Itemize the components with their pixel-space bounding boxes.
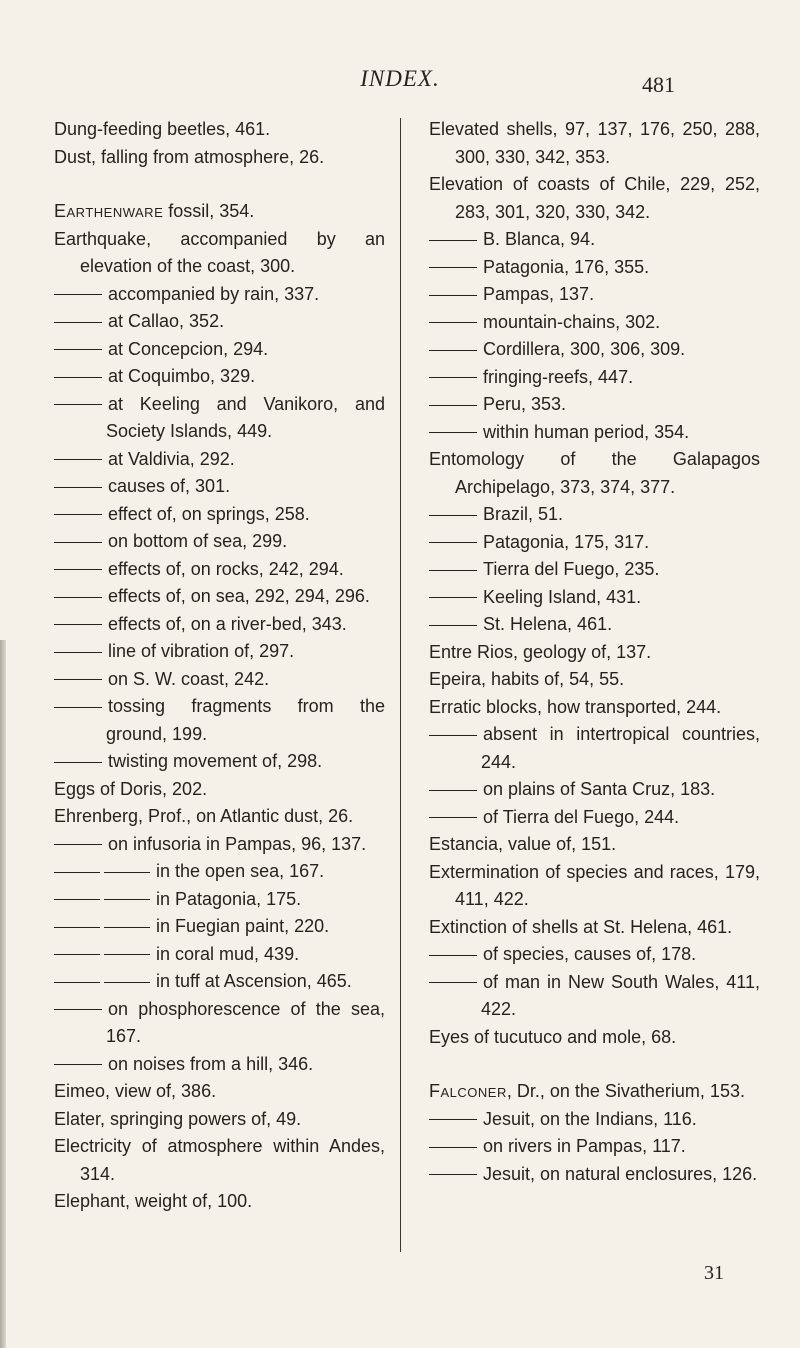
index-entry	[54, 144, 385, 172]
entry-text: effects of, on rocks, 242, 294.	[108, 558, 344, 579]
ditto-dash	[429, 322, 477, 323]
index-subentry	[429, 1106, 760, 1134]
index-entry	[54, 1078, 385, 1106]
entry-text: of species, causes of, 178.	[483, 944, 697, 964]
entry-text: at Concepcion, 294.	[108, 338, 269, 359]
entry-text: Eggs of Doris, 202.	[54, 778, 208, 799]
entry-text: twisting movement of, 298.	[108, 751, 323, 771]
index-subentry	[429, 804, 760, 832]
ditto-dash	[429, 267, 477, 268]
entry-text: Jesuit, on natural enclosures, 126.	[483, 1163, 758, 1184]
entry-text: on noises from a hill, 346.	[108, 1053, 314, 1074]
index-subentry	[54, 858, 385, 886]
ditto-dash	[54, 597, 102, 598]
entry-text: Earthquake, accompanied by an elevation of the coast, 300.	[54, 228, 385, 276]
index-subentry	[54, 941, 385, 969]
entry-text: on S. W. coast, 242.	[108, 668, 270, 689]
index-subentry	[54, 968, 385, 996]
index-subentry	[54, 501, 385, 529]
entry-text: Extinction of shells at St. Helena, 461.	[429, 916, 733, 937]
entry-text: Pampas, 137.	[483, 284, 595, 304]
entry-text: Entre Rios, geology of, 137.	[429, 641, 652, 662]
index-entry	[429, 446, 760, 501]
ditto-dash	[429, 817, 477, 818]
index-entry	[429, 831, 760, 859]
ditto-dash	[54, 762, 102, 763]
double-ditto-dash	[54, 872, 150, 873]
ditto-dash	[429, 1119, 477, 1120]
ditto-dash	[54, 1009, 102, 1010]
entry-text: at Valdivia, 292.	[108, 448, 235, 469]
ditto-dash	[54, 1064, 102, 1065]
index-subentry	[429, 584, 760, 612]
book-binding-edge	[0, 640, 6, 1348]
entry-text: Elevated shells, 97, 137, 176, 250, 288, 300, 330, 342, 353.	[429, 119, 760, 167]
entry-text: Patagonia, 176, 355.	[483, 256, 650, 277]
entry-text: Extermination of species and races, 179, 411, 422.	[429, 861, 760, 909]
entry-text: mountain-chains, 302.	[483, 311, 661, 332]
index-entry	[429, 914, 760, 942]
index-subentry	[54, 308, 385, 336]
entry-text: Keeling Island, 431.	[483, 586, 642, 607]
ditto-dash	[54, 514, 102, 515]
running-title: INDEX.	[360, 66, 440, 91]
entry-text: Patagonia, 175, 317.	[483, 531, 650, 552]
entry-text: fringing-reefs, 447.	[483, 366, 634, 387]
entry-text: Electricity of atmosphere within Andes, 314.	[54, 1136, 385, 1184]
ditto-dash	[54, 322, 102, 323]
column-divider	[400, 118, 401, 1252]
index-subentry	[429, 336, 760, 364]
entry-text: fossil, 354.	[163, 201, 255, 221]
index-entry	[429, 639, 760, 667]
entry-text: Peru, 353.	[483, 394, 567, 414]
index-entry	[429, 1078, 760, 1106]
entry-text: Ehrenberg, Prof., on Atlantic dust, 26.	[54, 806, 354, 826]
entry-text: in Patagonia, 175.	[156, 888, 302, 909]
index-subentry	[429, 281, 760, 309]
ditto-dash	[54, 844, 102, 845]
ditto-dash	[54, 542, 102, 543]
ditto-dash	[429, 432, 477, 433]
entry-text: Brazil, 51.	[483, 504, 564, 524]
index-entry	[429, 1024, 760, 1052]
index-subentry	[54, 638, 385, 666]
signature-mark: 31	[704, 1262, 724, 1284]
entry-text: Eimeo, view of, 386.	[54, 1081, 217, 1101]
ditto-dash	[429, 295, 477, 296]
index-subentry	[429, 419, 760, 447]
entry-text: Elephant, weight of, 100.	[54, 1191, 253, 1211]
index-subentry	[54, 391, 385, 446]
entry-text: in the open sea, 167.	[156, 861, 325, 881]
entry-text: line of vibration of, 297.	[108, 641, 295, 661]
ditto-dash	[54, 377, 102, 378]
index-subentry	[429, 364, 760, 392]
entry-text: on rivers in Pampas, 117.	[483, 1136, 686, 1156]
entry-text: Estancia, value of, 151.	[429, 834, 617, 854]
entry-text: Elevation of coasts of Chile, 229, 252, 283, 301, 320, 330, 342.	[429, 174, 760, 222]
ditto-dash	[54, 404, 102, 405]
ditto-dash	[429, 597, 477, 598]
section-gap	[429, 1051, 760, 1078]
index-subentry	[429, 776, 760, 804]
index-subentry	[54, 748, 385, 776]
double-ditto-dash	[54, 954, 150, 955]
index-entry	[54, 116, 385, 144]
index-entry	[54, 1188, 385, 1216]
entry-text: at Keeling and Vanikoro, and Society Islands, 449.	[106, 393, 385, 441]
index-entry	[54, 198, 385, 226]
double-ditto-dash	[54, 899, 150, 900]
entry-text: effects of, on a river-bed, 343.	[108, 613, 347, 634]
index-subentry	[429, 611, 760, 639]
index-entry	[429, 859, 760, 914]
index-subentry	[54, 831, 385, 859]
index-subentry	[54, 528, 385, 556]
entry-text: in coral mud, 439.	[156, 943, 300, 964]
ditto-dash	[54, 679, 102, 680]
index-subentry	[429, 254, 760, 282]
ditto-dash	[429, 240, 477, 241]
entry-text: effects of, on sea, 292, 294, 296.	[108, 586, 370, 606]
entry-text: Eyes of tucutuco and mole, 68.	[429, 1026, 677, 1047]
section-gap	[54, 171, 385, 198]
index-subentry	[54, 446, 385, 474]
entry-text: Tierra del Fuego, 235.	[483, 559, 660, 579]
index-entry	[54, 226, 385, 281]
entry-text: Dung-feeding beetles, 461.	[54, 119, 271, 139]
ditto-dash	[429, 405, 477, 406]
index-subentry	[54, 1051, 385, 1079]
entry-text: Elater, springing powers of, 49.	[54, 1108, 302, 1129]
ditto-dash	[54, 294, 102, 295]
page-number: 481	[642, 72, 675, 97]
entry-text: St. Helena, 461.	[483, 614, 613, 634]
entry-text: on plains of Santa Cruz, 183.	[483, 779, 716, 799]
ditto-dash	[54, 349, 102, 350]
ditto-dash	[429, 625, 477, 626]
ditto-dash	[429, 542, 477, 543]
index-subentry	[54, 666, 385, 694]
ditto-dash	[429, 515, 477, 516]
ditto-dash	[54, 624, 102, 625]
index-entry	[54, 1133, 385, 1188]
index-subentry	[54, 693, 385, 748]
index-subentry	[54, 556, 385, 584]
ditto-dash	[429, 790, 477, 791]
entry-text: at Coquimbo, 329.	[108, 366, 256, 386]
ditto-dash	[54, 707, 102, 708]
ditto-dash	[429, 1174, 477, 1175]
index-entry	[54, 1106, 385, 1134]
ditto-dash	[429, 735, 477, 736]
index-subentry	[54, 996, 385, 1051]
ditto-dash	[54, 487, 102, 488]
page-header	[0, 66, 800, 106]
ditto-dash	[54, 569, 102, 570]
entry-text: Jesuit, on the Indians, 116.	[483, 1108, 697, 1129]
entry-text: in tuff at Ascension, 465.	[156, 971, 352, 991]
ditto-dash	[429, 377, 477, 378]
index-entry	[429, 666, 760, 694]
index-subentry	[54, 611, 385, 639]
entry-text: Erratic blocks, how transported, 244.	[429, 696, 722, 717]
ditto-dash	[429, 955, 477, 956]
entry-text: Cordillera, 300, 306, 309.	[483, 339, 686, 359]
index-subentry	[54, 336, 385, 364]
index-subentry	[54, 886, 385, 914]
index-entry	[429, 694, 760, 722]
ditto-dash	[429, 982, 477, 983]
index-subentry	[429, 391, 760, 419]
index-subentry	[429, 1161, 760, 1189]
entry-text: in Fuegian paint, 220.	[156, 916, 330, 936]
entry-text: Entomology of the Galapagos Archipelago, 373, 374, 377.	[429, 449, 760, 497]
entry-text: Epeira, habits of, 54, 55.	[429, 669, 625, 689]
entry-text: tossing fragments from the ground, 199.	[106, 696, 385, 744]
entry-text: at Callao, 352.	[108, 311, 225, 331]
index-subentry	[429, 1133, 760, 1161]
entry-text: of man in New South Wales, 411, 422.	[481, 971, 760, 1019]
entry-text: on phosphorescence of the sea, 167.	[106, 998, 385, 1046]
index-subentry	[429, 721, 760, 776]
index-subentry	[429, 556, 760, 584]
index-entry	[429, 116, 760, 171]
index-column-right	[429, 116, 760, 1188]
entry-text: , Dr., on the Sivatherium, 153.	[506, 1081, 745, 1101]
entry-text: Dust, falling from atmosphere, 26.	[54, 146, 325, 167]
index-subentry	[429, 529, 760, 557]
index-subentry	[429, 501, 760, 529]
ditto-dash	[54, 652, 102, 653]
index-subentry	[429, 969, 760, 1024]
entry-text: B. Blanca, 94.	[483, 229, 596, 249]
index-entry	[54, 803, 385, 831]
ditto-dash	[429, 350, 477, 351]
index-subentry	[429, 226, 760, 254]
index-subentry	[54, 913, 385, 941]
index-subentry	[54, 583, 385, 611]
index-entry	[429, 171, 760, 226]
ditto-dash	[429, 1147, 477, 1148]
index-subentry	[54, 473, 385, 501]
double-ditto-dash	[54, 927, 150, 928]
double-ditto-dash	[54, 982, 150, 983]
entry-text: on bottom of sea, 299.	[108, 531, 288, 551]
entry-text: of Tierra del Fuego, 244.	[483, 806, 680, 827]
ditto-dash	[54, 459, 102, 460]
entry-text: effect of, on springs, 258.	[108, 503, 310, 524]
index-entry	[54, 776, 385, 804]
index-subentry	[429, 309, 760, 337]
entry-text: on infusoria in Pampas, 96, 137.	[108, 833, 367, 854]
entry-text: absent in intertropical countries, 244.	[481, 724, 760, 772]
entry-text: accompanied by rain, 337.	[108, 283, 320, 304]
entry-text: causes of, 301.	[108, 476, 231, 496]
entry-text: within human period, 354.	[483, 421, 690, 442]
entry-heading-word: Falconer	[429, 1081, 507, 1101]
ditto-dash	[429, 570, 477, 571]
entry-heading-word: Earthenware	[54, 201, 164, 221]
index-column-left	[54, 116, 385, 1216]
index-subentry	[54, 363, 385, 391]
index-subentry	[54, 281, 385, 309]
index-subentry	[429, 941, 760, 969]
